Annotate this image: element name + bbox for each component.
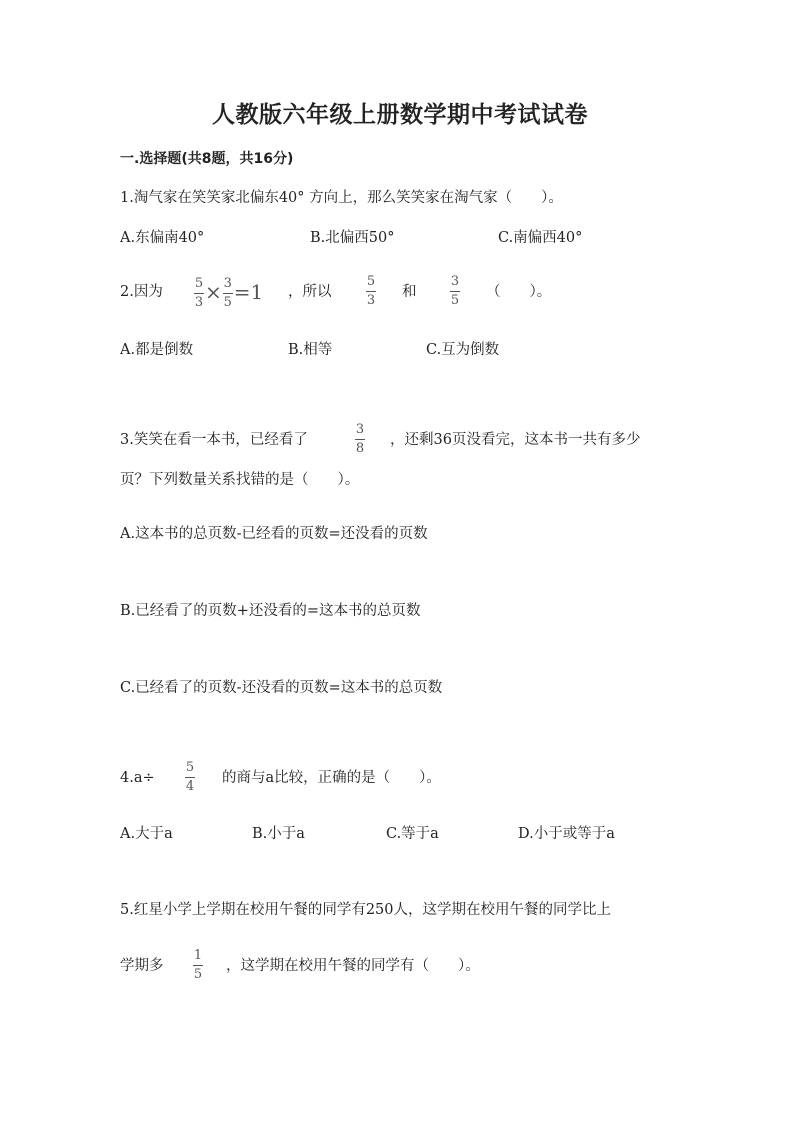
- fraction-bar: [366, 291, 376, 292]
- question-3-suffix: ，还剩36页没看完，这本书一共有多少: [390, 432, 641, 448]
- question-2-option-a: A.都是倒数: [120, 342, 194, 358]
- fraction-bar: [450, 291, 460, 292]
- question-3-option-c: C.已经看了的页数-还没看的页数=这本书的总页数: [120, 680, 443, 696]
- question-1-option-c: C.南偏西40°: [498, 230, 583, 246]
- question-1-text: 1.淘气家在笑笑家北偏东40° 方向上，那么笑笑家在淘气家（ ）。: [120, 190, 563, 206]
- question-4-option-d: D.小于或等于a: [518, 826, 615, 842]
- equation-fraction-1: [194, 276, 204, 311]
- question-2-so-text: ，所以: [288, 284, 332, 300]
- fraction-denominator: 8: [355, 441, 365, 456]
- question-4-suffix: 的商与a比较，正确的是（ ）。: [222, 770, 441, 786]
- fraction-numerator: 5: [185, 760, 195, 775]
- fraction-numerator: 3: [450, 274, 460, 289]
- question-3-fraction: [355, 422, 365, 457]
- fraction-numerator: 5: [194, 276, 204, 291]
- question-5-line1: 5.红星小学上学期在校用午餐的同学有250人，这学期在校用午餐的同学比上: [120, 902, 612, 918]
- fraction-denominator: 5: [223, 295, 232, 310]
- question-4-option-c: C.等于a: [386, 826, 439, 842]
- question-1-option-a: A.东偏南40°: [120, 230, 205, 246]
- question-2-equation: [193, 276, 263, 311]
- question-3-option-b: B.已经看了的页数+还没看的=这本书的总页数: [120, 603, 421, 619]
- question-5-fraction: [193, 948, 203, 983]
- equation-result: =1: [233, 280, 264, 304]
- fraction-numerator: 1: [193, 948, 203, 963]
- question-2-fraction-b: [450, 274, 460, 309]
- fraction-bar: [185, 777, 195, 778]
- question-2-blank: （ ）。: [486, 284, 552, 300]
- fraction-denominator: 5: [193, 967, 203, 982]
- fraction-denominator: 3: [194, 295, 204, 310]
- section-heading: 一.选择题(共8题，共16分): [120, 151, 294, 167]
- fraction-bar: [194, 293, 204, 294]
- question-2-prefix: 2.因为: [120, 284, 163, 300]
- question-4-fraction: [185, 760, 195, 795]
- question-3-prefix: 3.笑笑在看一本书，已经看了: [120, 432, 308, 448]
- question-2-option-b: B.相等: [288, 342, 333, 358]
- question-3-option-a: A.这本书的总页数-已经看的页数=还没看的页数: [120, 526, 428, 542]
- fraction-numerator: 3: [355, 422, 365, 437]
- question-5-suffix: ，这学期在校用午餐的同学有（ ）。: [226, 958, 480, 974]
- fraction-denominator: 3: [366, 293, 376, 308]
- question-3-line2: 页？下列数量关系找错的是（ ）。: [120, 472, 360, 488]
- question-5-prefix: 学期多: [120, 958, 164, 974]
- question-2-fraction-a: [366, 274, 376, 309]
- fraction-denominator: 5: [450, 293, 460, 308]
- fraction-numerator: 5: [366, 274, 376, 289]
- equation-fraction-2: [223, 276, 233, 311]
- question-4-option-b: B.小于a: [252, 826, 305, 842]
- question-1-option-b: B.北偏西50°: [310, 230, 395, 246]
- fraction-bar: [355, 439, 365, 440]
- question-2-option-c: C.互为倒数: [426, 342, 500, 358]
- fraction-denominator: 4: [185, 779, 195, 794]
- fraction-numerator: 3: [223, 276, 232, 291]
- multiply-sign: ×: [205, 280, 222, 304]
- page-title: 人教版六年级上册数学期中考试试卷: [212, 101, 588, 128]
- question-4-prefix: 4.a÷: [120, 770, 155, 786]
- fraction-bar: [193, 965, 203, 966]
- fraction-bar: [223, 293, 233, 294]
- question-2-and-text: 和: [402, 284, 417, 300]
- question-4-option-a: A.大于a: [120, 826, 173, 842]
